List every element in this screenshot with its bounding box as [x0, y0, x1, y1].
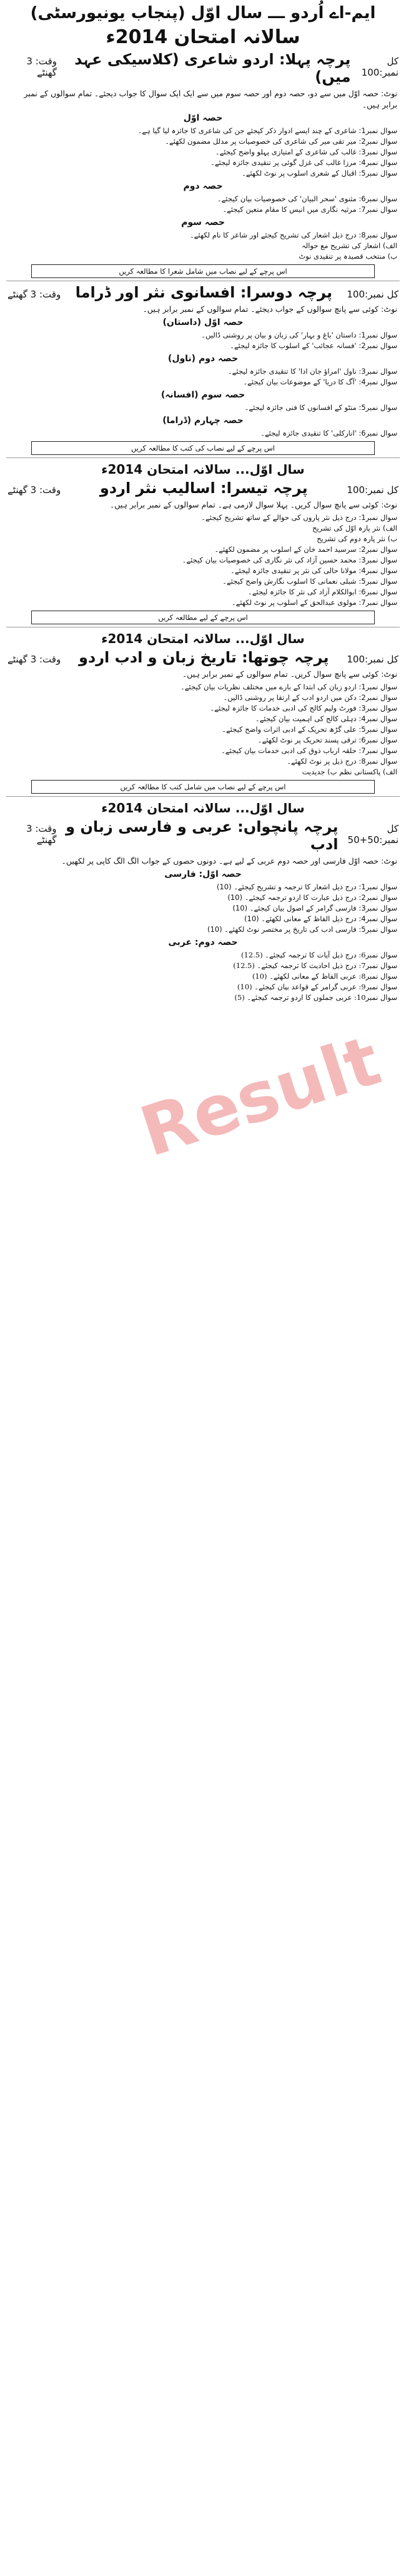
question-line: سوال نمبر2: درج ذیل عبارت کا اردو ترجمہ کیجئے۔ (10)	[227, 893, 397, 902]
question-line: سوال نمبر6: درج ذیل آیات کا ترجمہ کیجئے۔ (12.5)	[240, 951, 397, 959]
meta-row	[7, 649, 399, 666]
question-line: سوال نمبر6: مثنوی 'سحر البیان' کی خصوصیات بیان کیجئے۔	[217, 194, 397, 203]
question-line: سوال نمبر6: 'انارکلی' کا تنقیدی جائزہ لیجئے۔	[260, 429, 397, 437]
question-line: سوال نمبر4: درج ذیل الفاظ کے معانی لکھئے۔ (10)	[244, 914, 397, 923]
footer-box: اس پرچے کے لیے نصاب میں شامل شعرا کا مطالعہ کریں	[31, 264, 375, 278]
question-line: سوال نمبر2: 'فسانہ عجائب' کے اسلوب کا جائزہ لیجئے۔	[230, 341, 397, 350]
meta-row	[7, 284, 399, 301]
paper-title: پرچہ پہلا: اردو شاعری (کلاسیکی عہد میں)	[74, 51, 351, 86]
question-line: الف) نثر پارہ اوّل کی تشریح	[312, 524, 397, 532]
question-line: الف) پاکستانی نظم ب) جدیدیت	[302, 767, 397, 776]
paper-title: پرچہ دوسرا: افسانوی نثر اور ڈراما	[75, 284, 332, 301]
paper-title: پرچہ تیسرا: اسالیب نثر اردو	[99, 479, 308, 497]
total-marks: کل نمبر:100	[347, 289, 399, 300]
total-marks: کل نمبر:100	[361, 56, 399, 78]
meta-row	[7, 51, 399, 86]
exam-heading: سالانہ امتحان 2014ء	[106, 26, 300, 48]
question-line: سوال نمبر4: 'آگ کا دریا' کے موضوعات بیان کیجئے۔	[243, 377, 397, 386]
meta-row	[7, 479, 399, 497]
footer-box: اس پرچے کے لیے نصاب میں شامل کتب کا مطالعہ کریں	[31, 780, 375, 794]
paper-section-4	[6, 627, 400, 794]
question-line: سوال نمبر7: درج ذیل احادیث کا ترجمہ کیجئے۔ (12.5)	[233, 961, 397, 970]
part-heading: حصہ دوم: عربی	[168, 937, 238, 947]
total-marks: کل نمبر:100	[347, 484, 399, 496]
part-heading: حصہ دوم (ناول)	[167, 354, 239, 364]
question-line: سوال نمبر5: شبلی نعمانی کا اسلوب نگارش واضح کیجئے۔	[222, 577, 397, 586]
time-allowed: وقت: 3 گھنٹے	[26, 56, 57, 78]
footer-box: اس پرچے کے لیے مطالعہ کریں	[31, 611, 375, 624]
part-heading: حصہ دوم	[183, 181, 223, 191]
question-line: سوال نمبر2: میر تقی میر کی شاعری کی خصوصیات پر مدلل مضمون لکھئے۔	[165, 137, 397, 146]
question-line: سوال نمبر4: مرزا غالب کی غزل گوئی پر تنقیدی جائزہ لیجئے۔	[210, 158, 397, 167]
question-line: سوال نمبر8: درج ذیل پر نوٹ لکھئے۔	[287, 757, 397, 766]
paper-section-5	[6, 796, 400, 1003]
part-heading: حصہ سوم	[181, 217, 225, 227]
time-allowed: وقت: 3 گھنٹے	[7, 289, 61, 300]
instructions-note: نوٹ: کوئی سے پانچ سوالوں کے جواب دیجئے۔ تمام سوالوں کے نمبر برابر ہیں۔	[142, 304, 397, 314]
question-line: سوال نمبر5: فارسی ادب کی تاریخ پر مختصر نوٹ لکھئے۔ (10)	[207, 925, 397, 934]
total-marks: کل نمبر:100	[347, 654, 399, 665]
question-line: سوال نمبر1: اردو زبان کی ابتدا کے بارے میں مختلف نظریات بیان کیجئے۔	[181, 682, 397, 691]
question-line: سوال نمبر3: فورٹ ولیم کالج کی ادبی خدمات کا جائزہ لیجئے۔	[210, 704, 397, 712]
question-line: سوال نمبر4: دہلی کالج کی اہمیت بیان کیجئے۔	[255, 714, 397, 723]
part-heading: حصہ اوّل	[183, 113, 223, 123]
total-marks: کل نمبر:50+50	[347, 823, 399, 846]
question-line: سوال نمبر3: فارسی گرامر کے اصول بیان کیجئے۔ (10)	[232, 904, 397, 912]
question-line: سوال نمبر6: ترقی پسند تحریک پر نوٹ لکھئے۔	[257, 736, 397, 744]
question-line: سوال نمبر1: درج ذیل نثر پاروں کی حوالے کے ساتھ تشریح کیجئے۔	[201, 513, 397, 522]
page-header	[0, 0, 406, 22]
part-heading: حصہ اوّل (داستان)	[162, 317, 244, 327]
question-line: سوال نمبر8: عربی الفاظ کے معانی لکھئے۔ (10)	[252, 972, 397, 981]
footer-box: اس پرچے کے لیے نصاب کی کتب کا مطالعہ کریں	[31, 441, 375, 455]
question-line: سوال نمبر1: شاعری کے چند ایسے ادوار ذکر کیجئے جن کی شاعری کا جائزہ لیا گیا ہے۔	[137, 126, 397, 135]
paper-section-1	[6, 26, 400, 278]
question-line: سوال نمبر7: حلقہ ارباب ذوق کی ادبی خدمات بیان کیجئے۔	[221, 746, 397, 755]
time-allowed: وقت: 3 گھنٹے	[7, 654, 61, 665]
question-line: سوال نمبر3: غالب کی شاعری کے امتیازی پہلو واضح کیجئے۔	[215, 147, 397, 156]
question-line: سوال نمبر10: عربی جملوں کا اردو ترجمہ کیجئے۔ (5)	[234, 993, 397, 1002]
part-heading: حصہ اوّل: فارسی	[164, 869, 242, 879]
instructions-note: نوٹ: کوئی سے پانچ سوال کریں۔ تمام سوالوں کے نمبر برابر ہیں۔	[182, 669, 397, 679]
question-line: سوال نمبر5: اقبال کے شعری اسلوب پر نوٹ لکھئے۔	[241, 169, 397, 177]
question-line: سوال نمبر7: مولوی عبدالحق کے اسلوب پر نوٹ لکھئے۔	[231, 598, 397, 607]
instructions-note: نوٹ: حصہ اوّل فارسی اور حصہ دوم عربی کے لیے ہے۔ دونوں حصوں کے جواب الگ الگ کاپی پر لکھیں۔	[61, 856, 397, 866]
page-title: ایم-اے اُردو ـــ سال اوّل (پنجاب یونیورسٹی)	[30, 4, 376, 22]
paper-section-3	[6, 457, 400, 624]
part-heading: حصہ چہارم (ڈراما)	[162, 416, 244, 426]
question-line: سوال نمبر3: ناول 'امراؤ جان ادا' کا تنقیدی جائزہ لیجئے۔	[227, 367, 397, 376]
meta-row	[7, 818, 399, 853]
question-line: سوال نمبر1: درج ذیل اشعار کا ترجمہ و تشریح کیجئے۔ (10)	[216, 882, 397, 891]
instructions-note: نوٹ: حصہ اوّل میں سے دو، حصہ دوم اور حصہ سوم میں سے ایک ایک سوال کا جواب دیجئے۔ تمام سوالوں کے نمبر برابر ہیں۔	[24, 89, 397, 109]
instructions-note: نوٹ: کوئی سے پانچ سوال کریں۔ پہلا سوال لازمی ہے۔ تمام سوالوں کے نمبر برابر ہیں۔	[109, 500, 397, 509]
question-line: ب) منتخب قصیدہ پر تنقیدی نوٹ	[299, 252, 397, 261]
question-line: سوال نمبر2: سرسید احمد خان کے اسلوب پر مضمون لکھئے۔	[214, 545, 397, 554]
question-line: سوال نمبر5: منٹو کے افسانوں کا فنی جائزہ لیجئے۔	[244, 403, 397, 412]
question-line: سوال نمبر6: ابوالکلام آزاد کی نثر کا جائزہ لیجئے۔	[248, 587, 397, 596]
paper-section-2	[6, 281, 400, 455]
paper-title: پرچہ چوتھا: تاریخ زبان و ادب اردو	[79, 649, 329, 666]
result-watermark: Result	[131, 1020, 390, 1172]
question-line: سوال نمبر7: مرثیہ نگاری میں انیس کا مقام متعین کیجئے۔	[222, 205, 397, 214]
time-allowed: وقت: 3 گھنٹے	[26, 823, 57, 846]
question-line: سوال نمبر5: علی گڑھ تحریک کے ادبی اثرات واضح کیجئے۔	[222, 725, 397, 734]
question-line: سوال نمبر3: محمد حسین آزاد کی نثر نگاری کی خصوصیات بیان کیجئے۔	[182, 556, 397, 564]
exam-heading: سال اوّل... سالانہ امتحان 2014ء	[101, 631, 305, 646]
exam-heading: سال اوّل... سالانہ امتحان 2014ء	[101, 801, 305, 816]
question-line: ب) نثر پارہ دوم کی تشریح	[317, 534, 397, 543]
time-allowed: وقت: 3 گھنٹے	[7, 484, 61, 496]
question-line: سوال نمبر8: درج ذیل اشعار کی تشریح کیجئے اور شاعر کا نام لکھئے۔	[189, 231, 397, 239]
paper-title: پرچہ پانچواں: عربی و فارسی زبان و ادب	[66, 818, 339, 853]
question-line: سوال نمبر2: دکن میں اردو ادب کے ارتقا پر روشنی ڈالیں۔	[223, 693, 397, 702]
part-heading: حصہ سوم (افسانہ)	[161, 390, 245, 400]
exam-heading: سال اوّل... سالانہ امتحان 2014ء	[101, 462, 305, 477]
question-line: سوال نمبر9: عربی گرامر کے قواعد بیان کیجئے۔ (10)	[237, 982, 397, 991]
question-line: سوال نمبر4: مولانا حالی کی نثر پر تنقیدی جائزہ لیجئے۔	[230, 566, 397, 575]
question-line: الف) اشعار کی تشریح مع حوالہ	[301, 241, 397, 250]
question-line: سوال نمبر1: داستان 'باغ و بہار' کی زبان و بیان پر روشنی ڈالیں۔	[201, 331, 397, 339]
